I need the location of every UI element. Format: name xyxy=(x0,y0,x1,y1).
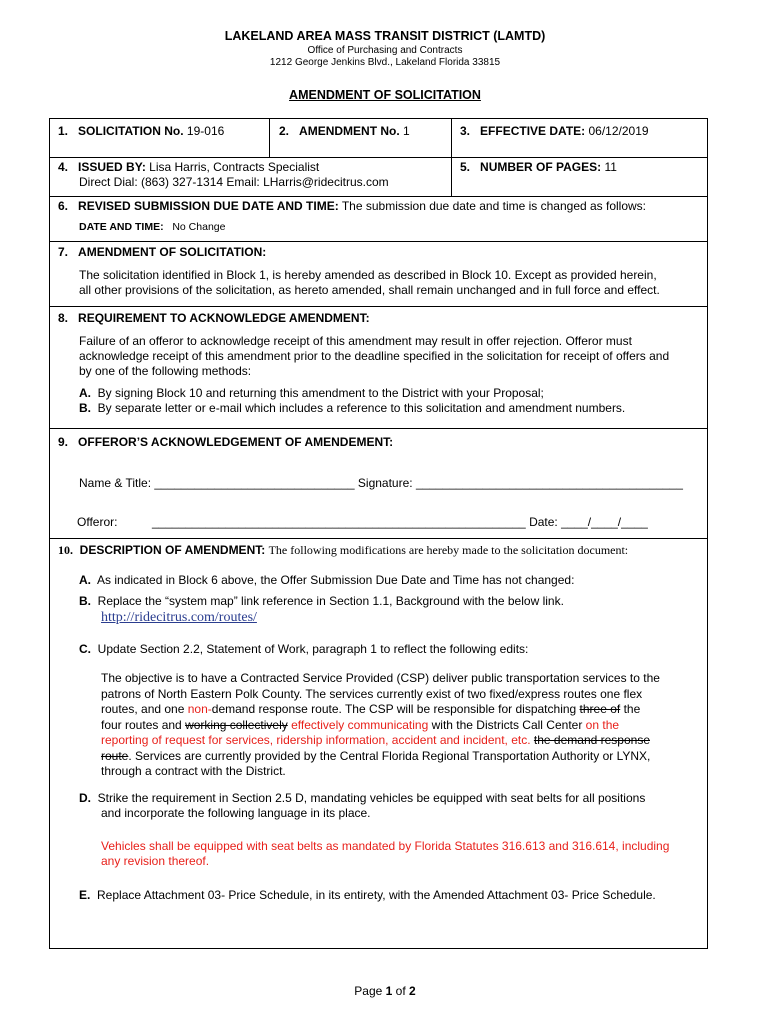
text-run: demand response route. The CSP will be responsible for dispatching xyxy=(211,702,580,716)
block-number: 1. xyxy=(58,124,69,138)
method-label: A. xyxy=(79,386,91,400)
block-7-line-2: all other provisions of the solicitation, as hereto amended, shall remain unchanged and in full force and effect. xyxy=(79,283,660,297)
block-label: EFFECTIVE DATE: xyxy=(480,124,586,138)
paragraph-line: through a contract with the District. xyxy=(101,764,286,778)
page-word: Page xyxy=(354,984,383,998)
block-number: 7. xyxy=(58,245,69,259)
page-footer xyxy=(0,984,770,998)
block-8-line-3: by one of the following methods: xyxy=(79,364,252,378)
number-of-pages: 11 xyxy=(604,160,617,174)
item-d xyxy=(79,791,645,805)
block-label: NUMBER OF PAGES: xyxy=(480,160,602,174)
date-and-time-row xyxy=(79,221,225,233)
item-text: As indicated in Block 6 above, the Offer Submission Due Date and Time has not changed: xyxy=(97,573,575,587)
block-8-line-2: acknowledge receipt of this amendment prior to the deadline specified in the solicitation for receipt of offers and xyxy=(79,349,670,363)
agency-title: LAKELAND AREA MASS TRANSIT DISTRICT (LAMTD) xyxy=(224,29,546,43)
deleted-text: the demand response xyxy=(533,733,650,747)
text-run: . Services are currently provided by the Central Florida Regional Transportation Authority or LYNX, xyxy=(128,748,651,763)
col-divider xyxy=(269,119,270,157)
block-label: DESCRIPTION OF AMENDMENT: xyxy=(79,543,266,557)
amendment-form-table xyxy=(49,118,708,949)
page-total: 2 xyxy=(409,984,416,998)
paragraph-line xyxy=(101,733,701,749)
block-label: AMENDMENT OF SOLICITATION: xyxy=(78,245,267,259)
issuer-contact: Direct Dial: (863) 327-1314 Email: LHarris@ridecitrus.com xyxy=(79,175,389,189)
method-text: By signing Block 10 and returning this amendment to the District with your Proposal; xyxy=(97,386,544,400)
item-label: A. xyxy=(79,573,91,587)
row-divider xyxy=(50,538,707,539)
routes-link[interactable]: http://ridecitrus.com/routes/ xyxy=(101,610,257,625)
inserted-text: reporting of request for services, ridership information, accident and incident, etc. xyxy=(101,733,531,747)
paragraph-line xyxy=(101,702,701,718)
block-label: REQUIREMENT TO ACKNOWLEDGE AMENDMENT: xyxy=(78,311,370,325)
block-label: OFFEROR’S ACKNOWLEDGEMENT OF AMENDEMENT: xyxy=(78,435,394,449)
paragraph-line xyxy=(101,749,701,765)
block-number: 4. xyxy=(58,160,69,174)
block-3-effective-date xyxy=(460,124,649,138)
seat-belt-language-line-2: any revision thereof. xyxy=(101,854,210,868)
agency-address: 1212 George Jenkins Blvd., Lakeland Florida 33815 xyxy=(269,57,501,68)
item-label: E. xyxy=(79,888,91,902)
date-time-label: DATE AND TIME: xyxy=(79,221,164,233)
row-divider xyxy=(50,306,707,307)
block-number: 8. xyxy=(58,311,69,325)
text-run: four routes and xyxy=(101,717,186,732)
deleted-text: route xyxy=(101,748,129,763)
inserted-text: effectively communicating xyxy=(287,717,429,732)
item-label: C. xyxy=(79,642,91,656)
issuer-name: Lisa Harris, Contracts Specialist xyxy=(149,160,320,174)
offeror-label: Offeror: xyxy=(77,515,118,529)
effective-date: 06/12/2019 xyxy=(588,124,649,138)
block-8-header xyxy=(58,311,370,325)
statement-of-work-paragraph xyxy=(101,671,701,780)
paragraph-line: patrons of North Eastern Polk County. The services currently exist of two fixed/express routes one flex xyxy=(101,686,643,701)
block-9-header xyxy=(58,435,393,449)
document-title: AMENDMENT OF SOLICITATION xyxy=(289,88,481,102)
block-label: AMENDMENT No. xyxy=(299,124,400,138)
item-label: D. xyxy=(79,791,91,805)
row-divider xyxy=(50,157,707,158)
block-7-line-1: The solicitation identified in Block 1, is hereby amended as described in Block 10. Except as provided herein, xyxy=(79,268,657,282)
item-text: Update Section 2.2, Statement of Work, paragraph 1 to reflect the following edits: xyxy=(97,642,529,656)
block-number: 5. xyxy=(460,160,471,174)
paragraph-line xyxy=(101,718,701,734)
offeror-date-line[interactable]: ________________________________________________________ Date: ____/____/____ xyxy=(152,515,648,529)
method-a xyxy=(79,386,544,400)
item-label: B. xyxy=(79,594,91,608)
block-7-header xyxy=(58,245,266,259)
item-b xyxy=(79,594,564,608)
method-label: B. xyxy=(79,401,91,415)
item-text: Strike the requirement in Section 2.5 D, mandating vehicles be equipped with seat belts for all positions xyxy=(97,791,646,805)
item-c xyxy=(79,642,528,656)
method-text: By separate letter or e-mail which includes a reference to this solicitation and amendment numbers. xyxy=(97,401,626,415)
deleted-text: working collectively xyxy=(185,717,288,732)
block-1-solicitation xyxy=(58,124,224,138)
name-signature-line[interactable]: Name & Title: ______________________________ Signature: ________________________________________ xyxy=(79,476,683,490)
date-time-value: No Change xyxy=(172,221,226,233)
col-divider xyxy=(451,119,452,196)
block-number: 6. xyxy=(58,199,69,213)
of-word: of xyxy=(395,984,406,998)
item-e xyxy=(79,888,656,902)
text-run: routes, and one xyxy=(101,702,188,716)
item-d-line-2: and incorporate the following language in its place. xyxy=(101,806,371,820)
item-text: Replace Attachment 03- Price Schedule, in its entirety, with the Amended Attachment 03- Price Schedule. xyxy=(97,888,656,902)
block-intro: The following modifications are hereby made to the solicitation document: xyxy=(268,543,629,557)
block-label: SOLICITATION No. xyxy=(78,124,184,138)
block-number: 10. xyxy=(58,543,73,557)
block-label: ISSUED BY: xyxy=(78,160,146,174)
row-divider xyxy=(50,196,707,197)
block-label: REVISED SUBMISSION DUE DATE AND TIME: xyxy=(78,199,339,213)
block-number: 3. xyxy=(460,124,471,138)
seat-belt-language-line-1: Vehicles shall be equipped with seat belts as mandated by Florida Statutes 316.613 and 316.614, including xyxy=(101,839,670,853)
block-number: 9. xyxy=(58,435,69,449)
block-6-due-date xyxy=(58,199,646,213)
solicitation-number: 19-016 xyxy=(186,124,225,138)
block-5-pages xyxy=(460,160,617,174)
page-number: 1 xyxy=(385,984,393,998)
block-number: 2. xyxy=(279,124,290,138)
paragraph-line: The objective is to have a Contracted Service Provided (CSP) deliver public transportation services to the xyxy=(101,671,660,685)
row-divider xyxy=(50,241,707,242)
text-run: the xyxy=(620,702,641,716)
block-text: The submission due date and time is changed as follows: xyxy=(341,199,647,213)
item-text: Replace the “system map” link reference in Section 1.1, Background with the below link. xyxy=(97,594,564,608)
deleted-text: three of xyxy=(579,702,621,716)
method-b xyxy=(79,401,625,415)
block-10-header xyxy=(58,543,628,558)
block-4-issued-by xyxy=(58,160,319,174)
text-run: with the Districts Call Center xyxy=(428,717,586,732)
inserted-text: non- xyxy=(187,702,212,716)
block-2-amendment xyxy=(279,124,410,138)
inserted-text: on the xyxy=(585,717,620,732)
office-name: Office of Purchasing and Contracts xyxy=(307,45,463,56)
row-divider xyxy=(50,428,707,429)
amendment-number: 1 xyxy=(403,124,410,138)
block-8-line-1: Failure of an offeror to acknowledge receipt of this amendment may result in offer rejection. Offeror must xyxy=(79,334,632,348)
item-a xyxy=(79,573,574,587)
